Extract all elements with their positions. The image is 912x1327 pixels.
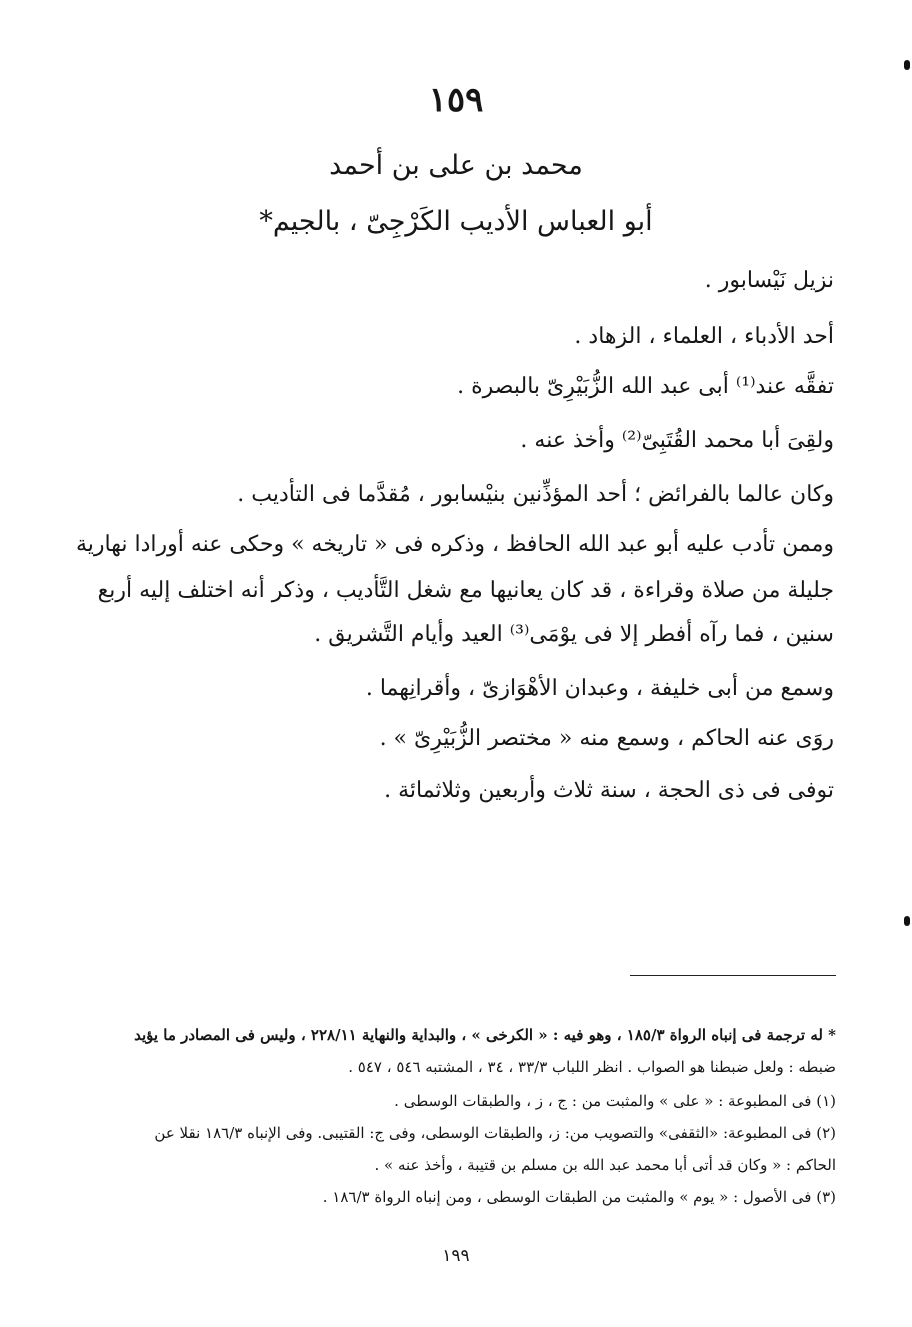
body-line: أحد الأدباء ، العلماء ، الزهاد . [574,324,834,349]
body-line: وممن تأدب عليه أبو عبد الله الحافظ ، وذكره فى « تاريخه » وحكى عنه أورادا نهارية [75,532,834,557]
body-line: وكان عالما بالفرائض ؛ أحد المؤذِّنين بنيْسابور ، مُقدَّما فى التأديب . [237,482,834,507]
body-line: وسمع من أبى خليفة ، وعبدان الأهْوَازىّ ، وأقرانِهما . [365,676,834,701]
body-line: سنين ، فما رآه أفطر إلا فى يوْمَى⁽³⁾ العيد وأيام التَّشريق . [314,622,834,647]
body-line: روَى عنه الحاكم ، وسمع منه « مختصر الزُّبَيْرِىّ » . [379,726,834,751]
body-line: تفقَّه عند⁽¹⁾ أبى عبد الله الزُّبَيْرِىّ بالبصرة . [457,374,834,399]
footnote-line: (٣) فى الأصول : « يوم » والمثبت من الطبقات الوسطى ، ومن إنباه الرواة ١٨٦/٣ . [322,1188,836,1206]
footnote-line: الحاكم : « وكان قد أتى أبا محمد عبد الله بن مسلم بن قتيبة ، وأخذ عنه » . [374,1156,836,1174]
scan-edge-mark [904,916,910,926]
body-line: جليلة من صلاة وقراءة ، قد كان يعانيها مع شغل التَّأديب ، وذكر أنه اختلف إليه أربع [97,578,834,603]
footnote-separator [630,975,836,976]
entry-title-kunya: أبو العباس الأديب الكَرْجِىّ ، بالجيم* [259,206,653,237]
footnote-line: (١) فى المطبوعة : « على » والمثبت من : ج ، ز ، والطبقات الوسطى . [394,1092,836,1110]
entry-number: ١٥٩ [428,80,484,120]
body-line: نزيل نَيْسابور . [704,268,834,293]
entry-title-name: محمد بن على بن أحمد [329,150,583,181]
page-number: ١٩٩ [442,1246,470,1266]
footnote-line: (٢) فى المطبوعة: «الثقفى» والتصويب من: ز، والطبقات الوسطى، وفى ج: القتيبى. وفى الإنباه ١٨٦/٣ نقلا عن [154,1124,836,1142]
body-line: توفى فى ذى الحجة ، سنة ثلاث وأربعين وثلاثمائة . [384,778,834,803]
body-line: ولقِىَ أبا محمد القُتَبِىّ⁽²⁾ وأخذ عنه . [520,428,834,453]
footnote-line: ضبطه : ولعل ضبطنا هو الصواب . انظر اللباب ٣٣/٣ ، ٣٤ ، المشتبه ٥٤٦ ، ٥٤٧ . [348,1058,836,1076]
footnote-line: * له ترجمة فى إنباه الرواة ١٨٥/٣ ، وهو فيه : « الكرخى » ، والبداية والنهاية ٢٢٨/١١ ، وليس فى المصادر ما يؤيد [134,1026,836,1044]
scan-edge-mark [904,60,910,70]
